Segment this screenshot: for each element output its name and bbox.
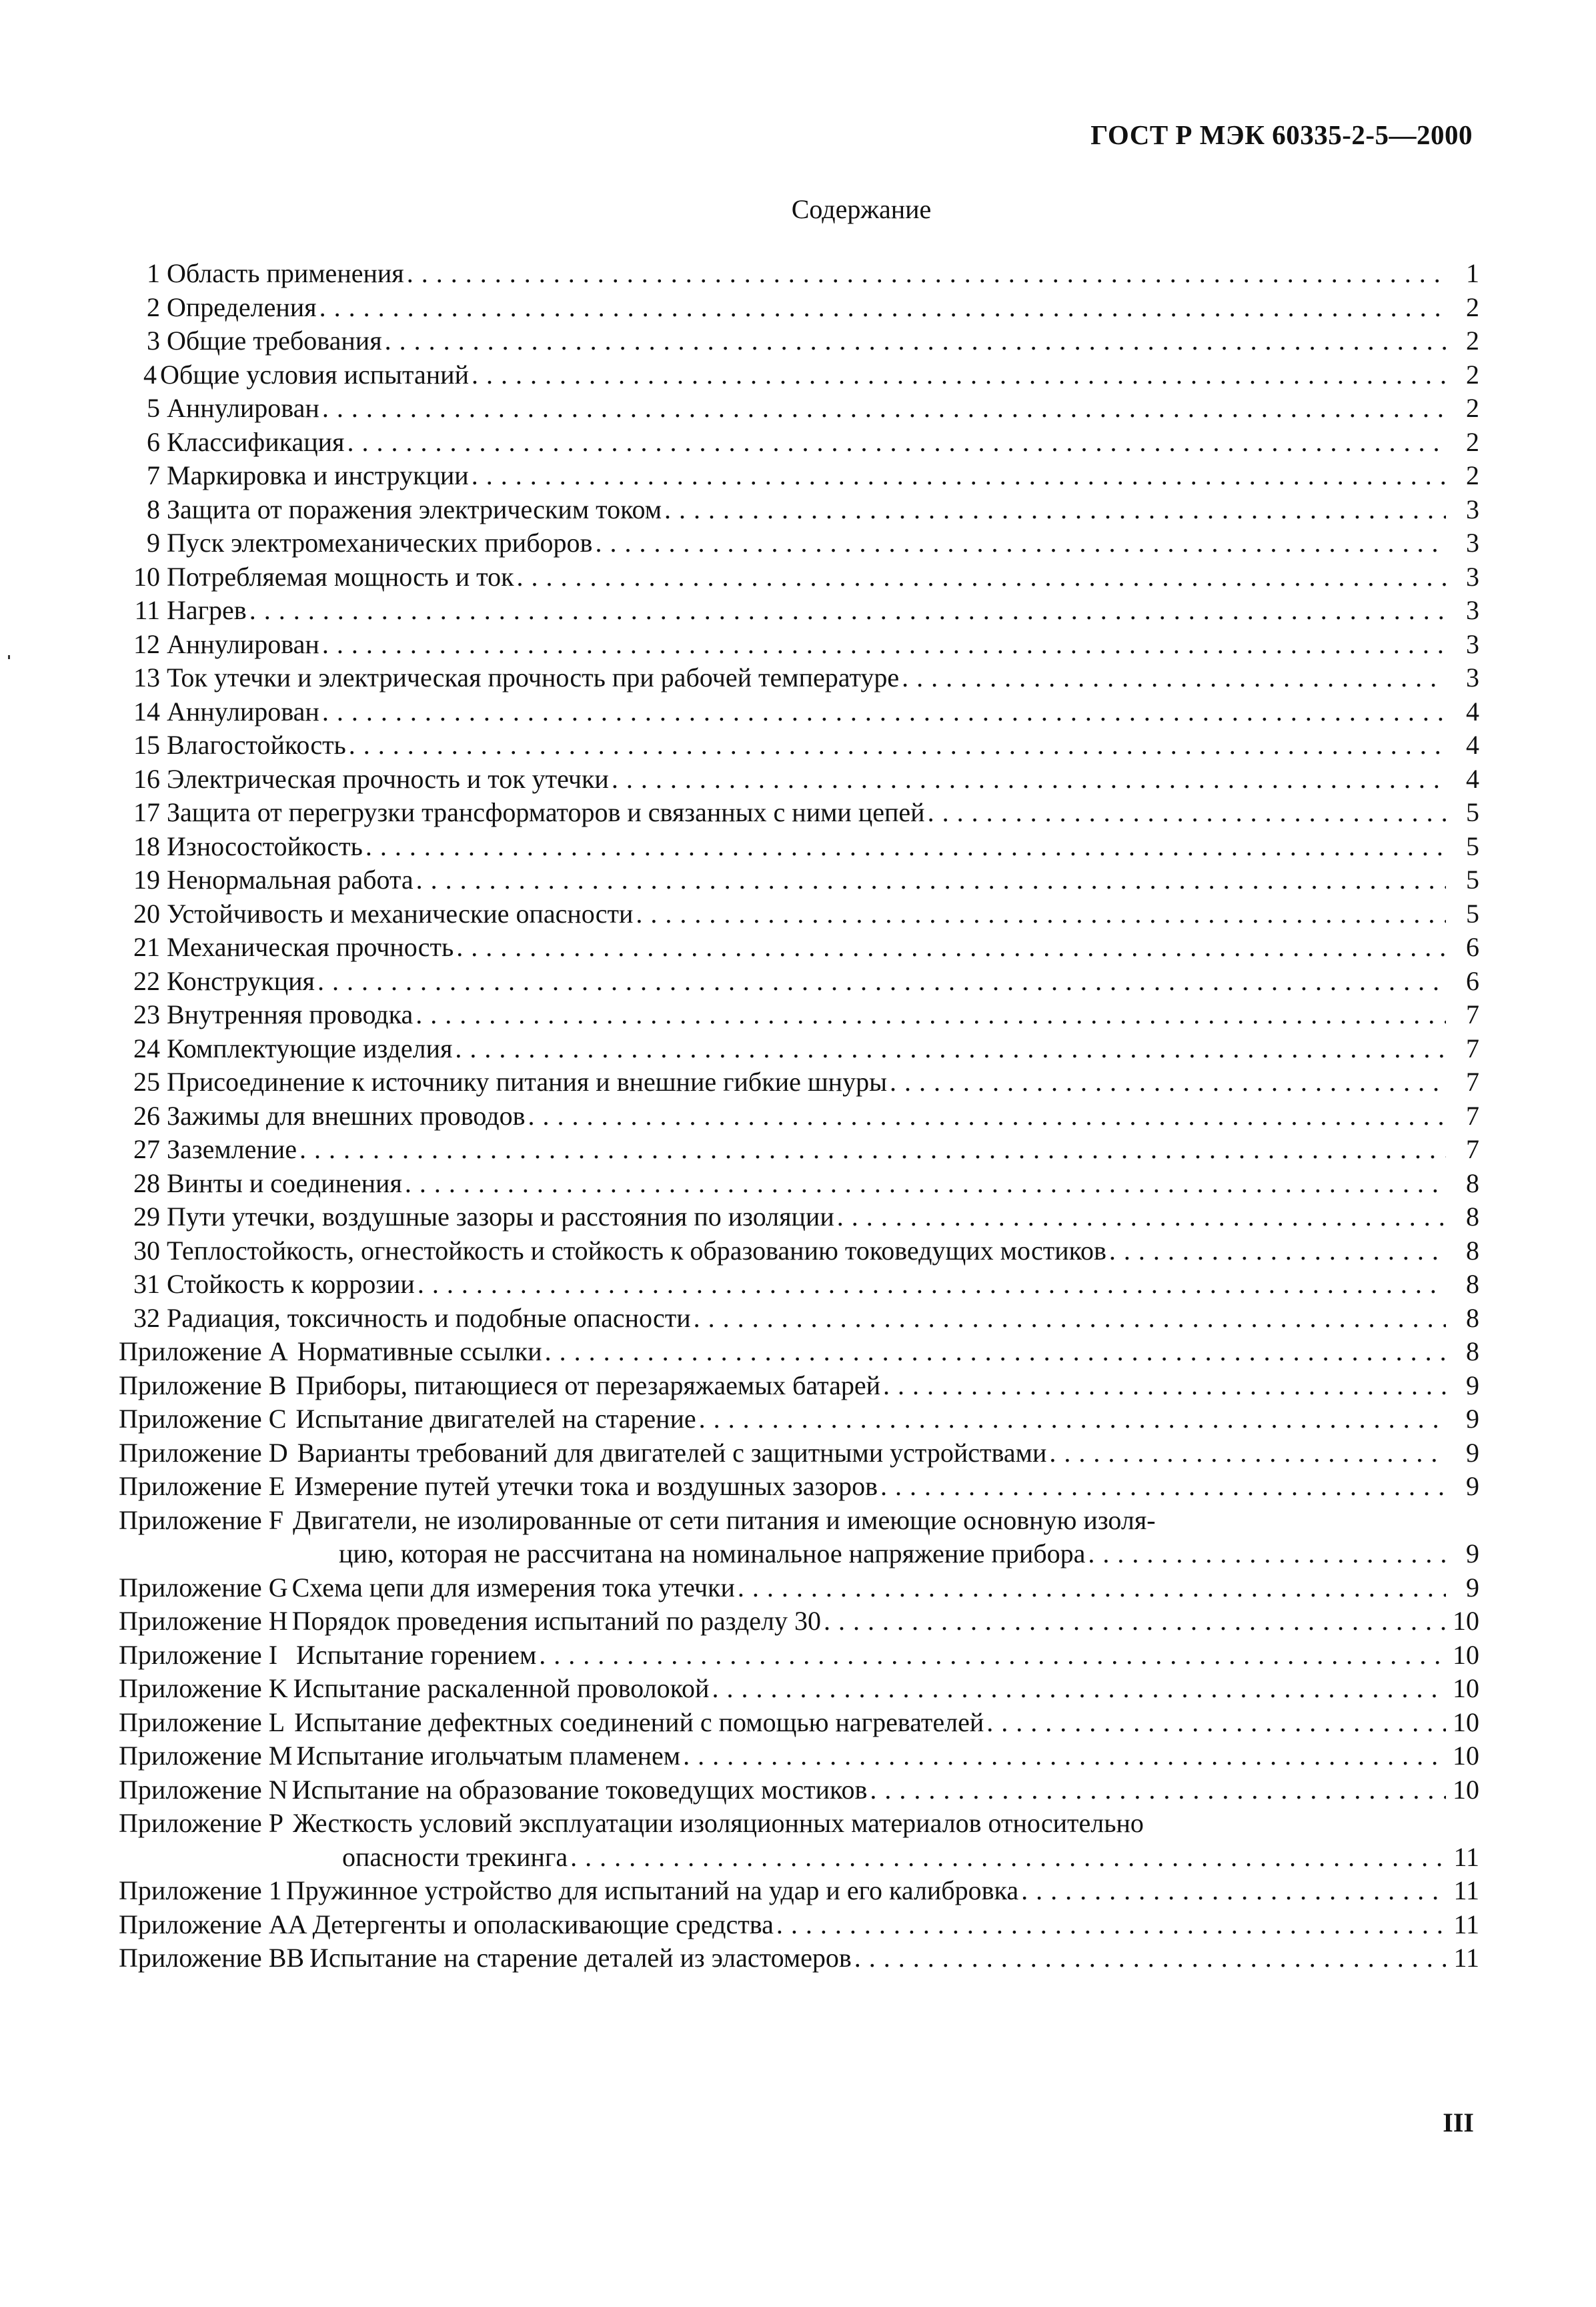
annex-title: Испытание на образование токоведущих мостиков <box>291 1774 868 1805</box>
toc-title: Пути утечки, воздушные зазоры и расстояния по изоляции <box>167 1202 834 1232</box>
toc-page: 6 <box>1466 965 1479 996</box>
toc-annex-row[interactable] <box>119 1672 1479 1706</box>
toc-row[interactable] <box>119 628 1479 662</box>
toc-number: 11 <box>134 595 160 625</box>
annex-prefix: Приложение N <box>119 1774 288 1805</box>
toc-page: 5 <box>1466 865 1479 895</box>
toc-row[interactable] <box>119 931 1479 965</box>
toc-row[interactable] <box>119 1065 1479 1099</box>
toc-annex-row[interactable] <box>119 1739 1479 1773</box>
toc-row[interactable] <box>119 1302 1479 1336</box>
toc-page: 8 <box>1466 1235 1479 1266</box>
toc-leader <box>595 526 1446 560</box>
toc-leader <box>472 459 1446 493</box>
toc-annex-row[interactable] <box>119 1908 1479 1942</box>
toc-row[interactable] <box>119 459 1479 493</box>
toc-annex-row[interactable] <box>119 1571 1479 1605</box>
toc-row[interactable] <box>119 1099 1479 1133</box>
toc-title: Конструкция <box>167 965 315 996</box>
toc-title: Внутренняя проводка <box>167 999 414 1029</box>
toc-page: 7 <box>1466 1033 1479 1063</box>
toc-page: 10 <box>1453 1774 1479 1805</box>
annex-prefix: Приложение L <box>119 1707 285 1737</box>
toc-page: 9 <box>1466 1538 1479 1568</box>
toc-leader <box>986 1706 1446 1740</box>
toc-row[interactable] <box>119 1268 1479 1302</box>
annex-title: Испытание дефектных соединений с помощью нагревателей <box>294 1707 984 1737</box>
toc-page: 5 <box>1466 831 1479 861</box>
toc-title: Общие условия испытаний <box>160 359 469 390</box>
toc-number: 15 <box>133 730 160 760</box>
toc-leader <box>472 358 1446 392</box>
toc-row[interactable] <box>119 392 1479 426</box>
toc-page: 9 <box>1466 1471 1479 1501</box>
toc-leader <box>545 1335 1446 1369</box>
annex-title: Приборы, питающиеся от перезаряжаемых батарей <box>295 1370 881 1400</box>
toc-title: Стойкость к коррозии <box>167 1269 415 1299</box>
annex-prefix: Приложение C <box>119 1404 287 1434</box>
toc-leader <box>365 830 1446 864</box>
annex-title: Нормативные ссылки <box>297 1336 542 1366</box>
toc-leader <box>407 257 1446 291</box>
toc-leader <box>405 1167 1446 1201</box>
toc-row[interactable] <box>119 526 1479 560</box>
toc-number: 2 <box>147 292 160 322</box>
toc-number: 31 <box>133 1269 160 1299</box>
toc-leader <box>299 1133 1446 1167</box>
annex-title-continued: цию, которая не рассчитана на номинальное напряжение прибора <box>339 1538 1086 1568</box>
toc-title: Пуск электромеханических приборов <box>167 528 593 558</box>
toc-leader <box>570 1841 1446 1875</box>
toc-annex-row[interactable] <box>119 1470 1479 1504</box>
toc-leader <box>1049 1436 1446 1470</box>
toc-number: 25 <box>133 1067 160 1097</box>
annex-title: Испытание горением <box>296 1639 537 1670</box>
toc-page: 3 <box>1466 628 1479 659</box>
toc-number: 7 <box>147 460 160 490</box>
toc-page: 7 <box>1466 1100 1479 1131</box>
annex-prefix: Приложение H <box>119 1606 288 1636</box>
toc-page: 11 <box>1453 1841 1479 1872</box>
table-of-contents <box>119 257 1479 1975</box>
toc-leader <box>854 1941 1446 1975</box>
toc-page: 5 <box>1466 898 1479 929</box>
toc-number: 22 <box>133 965 160 996</box>
toc-page: 11 <box>1453 1875 1479 1905</box>
toc-leader <box>738 1571 1446 1605</box>
toc-row[interactable] <box>119 998 1479 1032</box>
annex-prefix: Приложение E <box>119 1471 285 1501</box>
annex-title: Испытание игольчатым пламенем <box>296 1741 681 1771</box>
toc-title: Износостойкость <box>167 831 363 861</box>
toc-number: 4 <box>143 359 157 390</box>
toc-row[interactable] <box>119 324 1479 358</box>
toc-number: 16 <box>133 763 160 794</box>
toc-leader <box>456 931 1446 965</box>
toc-title: Ненормальная работа <box>167 865 414 895</box>
annex-prefix: Приложение P <box>119 1808 283 1838</box>
toc-page: 8 <box>1466 1202 1479 1232</box>
toc-row[interactable] <box>119 560 1479 594</box>
toc-number: 24 <box>133 1033 160 1063</box>
toc-leader <box>322 695 1446 729</box>
toc-leader <box>664 493 1446 527</box>
annex-title: Двигатели, не изолированные от сети питания и имеющие основную изоля- <box>292 1504 1156 1535</box>
toc-page: 9 <box>1466 1404 1479 1434</box>
toc-title: Влагостойкость <box>167 730 346 760</box>
annex-prefix: Приложение 1 <box>119 1875 282 1905</box>
toc-row[interactable] <box>119 965 1479 999</box>
annex-prefix: Приложение K <box>119 1673 288 1703</box>
toc-leader <box>322 392 1446 426</box>
toc-row[interactable] <box>119 830 1479 864</box>
toc-row[interactable] <box>119 291 1479 325</box>
annex-title: Схема цепи для измерения тока утечки <box>291 1572 735 1602</box>
toc-page: 3 <box>1466 528 1479 558</box>
toc-leader <box>883 1369 1446 1403</box>
toc-page: 2 <box>1466 292 1479 322</box>
toc-leader <box>699 1402 1446 1436</box>
annex-prefix: Приложение B <box>119 1370 287 1400</box>
toc-leader <box>1021 1874 1446 1908</box>
annex-title: Жесткость условий эксплуатации изоляционных материалов относительно <box>292 1808 1144 1838</box>
toc-number: 19 <box>133 865 160 895</box>
toc-number: 13 <box>133 662 160 693</box>
toc-number: 1 <box>147 258 160 288</box>
annex-prefix: Приложение A <box>119 1336 288 1366</box>
toc-title: Аннулирован <box>167 628 319 659</box>
toc-leader <box>636 897 1446 931</box>
toc-row[interactable] <box>119 897 1479 931</box>
toc-annex-row[interactable] <box>119 1706 1479 1740</box>
toc-title: Область применения <box>167 258 404 288</box>
toc-annex-row[interactable] <box>119 1436 1479 1470</box>
toc-page: 8 <box>1466 1269 1479 1299</box>
toc-page: 2 <box>1466 393 1479 423</box>
toc-leader <box>837 1200 1446 1234</box>
toc-leader <box>416 998 1446 1032</box>
toc-row[interactable] <box>119 1032 1479 1066</box>
toc-number: 8 <box>147 494 160 524</box>
toc-leader <box>712 1672 1446 1706</box>
toc-annex-row[interactable] <box>119 1604 1479 1639</box>
toc-page: 4 <box>1466 696 1479 727</box>
toc-page: 6 <box>1466 932 1479 962</box>
toc-number: 17 <box>133 797 160 827</box>
toc-leader <box>528 1099 1447 1133</box>
document-header: ГОСТ Р МЭК 60335-2-5—2000 <box>1090 119 1473 150</box>
toc-row[interactable] <box>119 729 1479 763</box>
toc-title: Присоединение к источнику питания и внешние гибкие шнуры <box>167 1067 887 1097</box>
annex-prefix: Приложение D <box>119 1437 288 1468</box>
toc-number: 28 <box>133 1168 160 1198</box>
toc-page: 9 <box>1466 1437 1479 1468</box>
toc-leader <box>418 1268 1446 1302</box>
toc-title: Аннулирован <box>167 696 319 727</box>
toc-title: Зажимы для внешних проводов <box>167 1100 526 1131</box>
toc-page: 10 <box>1453 1639 1479 1670</box>
toc-number: 32 <box>133 1302 160 1333</box>
toc-row[interactable] <box>119 358 1479 392</box>
toc-page: 8 <box>1466 1336 1479 1366</box>
toc-row[interactable] <box>119 863 1479 897</box>
toc-row[interactable] <box>119 661 1479 695</box>
toc-leader <box>517 560 1446 594</box>
toc-page: 7 <box>1466 1067 1479 1097</box>
toc-title: Классификация <box>167 426 345 457</box>
toc-page: 10 <box>1453 1606 1479 1636</box>
toc-leader <box>612 763 1446 797</box>
toc-row[interactable] <box>119 493 1479 527</box>
toc-page: 8 <box>1466 1302 1479 1333</box>
toc-page: 4 <box>1466 730 1479 760</box>
toc-leader <box>880 1470 1446 1504</box>
toc-annex-row[interactable] <box>119 1773 1479 1807</box>
toc-title: Защита от поражения электрическим током <box>167 494 662 524</box>
toc-row[interactable] <box>119 1200 1479 1234</box>
toc-title: Маркировка и инструкции <box>167 460 469 490</box>
toc-row[interactable] <box>119 1234 1479 1268</box>
toc-row[interactable] <box>119 695 1479 729</box>
toc-row[interactable] <box>119 594 1479 628</box>
toc-leader <box>928 796 1446 830</box>
annex-title: Пружинное устройство для испытаний на удар и его калибровка <box>285 1875 1019 1905</box>
toc-page: 5 <box>1466 797 1479 827</box>
toc-annex-row[interactable] <box>119 1402 1479 1436</box>
toc-page: 4 <box>1466 763 1479 794</box>
toc-number: 9 <box>147 528 160 558</box>
toc-number: 18 <box>133 831 160 861</box>
toc-page: 10 <box>1453 1741 1479 1771</box>
toc-page: 3 <box>1466 662 1479 693</box>
toc-number: 26 <box>133 1100 160 1131</box>
toc-number: 30 <box>133 1235 160 1266</box>
toc-leader <box>317 965 1446 999</box>
toc-leader <box>870 1773 1446 1807</box>
page-number: III <box>1443 2108 1474 2138</box>
toc-page: 3 <box>1466 561 1479 592</box>
toc-leader <box>890 1065 1446 1099</box>
toc-title: Нагрев <box>167 595 247 625</box>
toc-annex-row[interactable] <box>119 1807 1479 1874</box>
toc-number: 12 <box>133 628 160 659</box>
toc-page: 1 <box>1466 258 1479 288</box>
annex-title-continued: опасности трекинга <box>342 1841 568 1872</box>
toc-page: 9 <box>1466 1572 1479 1602</box>
toc-leader <box>694 1302 1446 1336</box>
annex-title: Испытание на старение деталей из эластомеров <box>309 1943 852 1973</box>
annex-prefix: Приложение F <box>119 1504 283 1535</box>
toc-page: 2 <box>1466 326 1479 356</box>
toc-title: Винты и соединения <box>167 1168 402 1198</box>
toc-leader <box>539 1639 1446 1673</box>
toc-row[interactable] <box>119 257 1479 291</box>
toc-title: Устойчивость и механические опасности <box>167 898 634 929</box>
toc-number: 29 <box>133 1202 160 1232</box>
toc-number: 10 <box>133 561 160 592</box>
toc-title: Теплостойкость, огнестойкость и стойкость к образованию токоведущих мостиков <box>167 1235 1106 1266</box>
toc-title: Механическая прочность <box>167 932 454 962</box>
toc-number: 5 <box>147 393 160 423</box>
toc-leader <box>385 324 1446 358</box>
toc-page: 2 <box>1466 359 1479 390</box>
annex-title: Варианты требований для двигателей с защитными устройствами <box>297 1437 1047 1468</box>
toc-page: 2 <box>1466 460 1479 490</box>
toc-page: 11 <box>1453 1943 1479 1973</box>
toc-leader <box>249 594 1446 628</box>
toc-number: 23 <box>133 999 160 1029</box>
toc-page: 3 <box>1466 595 1479 625</box>
toc-annex-row[interactable] <box>119 1941 1479 1975</box>
toc-title: Заземление <box>167 1134 297 1164</box>
toc-page: 10 <box>1453 1673 1479 1703</box>
toc-leader <box>416 863 1446 897</box>
toc-leader <box>455 1032 1446 1066</box>
annex-title: Детергенты и ополаскивающие средства <box>312 1909 774 1939</box>
toc-leader <box>1109 1234 1446 1268</box>
annex-title: Порядок проведения испытаний по разделу 30 <box>291 1606 821 1636</box>
toc-leader <box>902 661 1446 695</box>
toc-title: Радиация, токсичность и подобные опасности <box>167 1302 691 1333</box>
toc-title: Определения <box>167 292 317 322</box>
toc-leader <box>349 729 1446 763</box>
toc-row[interactable] <box>119 1133 1479 1167</box>
toc-leader <box>322 628 1446 662</box>
toc-row[interactable] <box>119 1167 1479 1201</box>
toc-page: 3 <box>1466 494 1479 524</box>
toc-number: 3 <box>147 326 160 356</box>
toc-annex-row[interactable] <box>119 1639 1479 1673</box>
annex-title: Измерение путей утечки тока и воздушных зазоров <box>294 1471 878 1501</box>
toc-number: 20 <box>133 898 160 929</box>
toc-page: 2 <box>1466 426 1479 457</box>
toc-number: 14 <box>133 696 160 727</box>
toc-leader <box>347 426 1446 460</box>
toc-page: 8 <box>1466 1168 1479 1198</box>
annex-title: Испытание двигателей на старение <box>295 1404 696 1434</box>
annex-prefix: Приложение G <box>119 1572 288 1602</box>
toc-leader <box>1088 1537 1446 1571</box>
toc-annex-row[interactable] <box>119 1369 1479 1403</box>
toc-title: Комплектующие изделия <box>167 1033 453 1063</box>
toc-page: 11 <box>1453 1909 1479 1939</box>
toc-title: Электрическая прочность и ток утечки <box>167 763 609 794</box>
toc-annex-row[interactable] <box>119 1504 1479 1571</box>
toc-page: 7 <box>1466 1134 1479 1164</box>
toc-page: 10 <box>1453 1707 1479 1737</box>
toc-annex-row[interactable] <box>119 1874 1479 1908</box>
toc-title: Потребляемая мощность и ток <box>167 561 514 592</box>
toc-title: Общие требования <box>167 326 382 356</box>
toc-leader <box>776 1908 1446 1942</box>
toc-leader <box>319 291 1446 325</box>
toc-title: Ток утечки и электрическая прочность при рабочей температуре <box>167 662 900 693</box>
scan-speck <box>8 655 10 659</box>
annex-prefix: Приложение BB <box>119 1943 305 1973</box>
toc-row[interactable] <box>119 763 1479 797</box>
toc-title: Аннулирован <box>167 393 319 423</box>
toc-annex-row[interactable] <box>119 1335 1479 1369</box>
page-title: Содержание <box>791 194 932 224</box>
toc-leader <box>824 1604 1446 1639</box>
toc-number: 21 <box>133 932 160 962</box>
toc-row[interactable] <box>119 426 1479 460</box>
toc-number: 27 <box>133 1134 160 1164</box>
toc-row[interactable] <box>119 796 1479 830</box>
annex-title: Испытание раскаленной проволокой <box>293 1673 710 1703</box>
toc-number: 6 <box>147 426 160 457</box>
annex-prefix: Приложение M <box>119 1741 293 1771</box>
toc-leader <box>683 1739 1446 1773</box>
toc-title: Защита от перегрузки трансформаторов и связанных с ними цепей <box>167 797 925 827</box>
toc-page: 7 <box>1466 999 1479 1029</box>
toc-page: 9 <box>1466 1370 1479 1400</box>
annex-prefix: Приложение AA <box>119 1909 307 1939</box>
annex-prefix: Приложение I <box>119 1639 278 1670</box>
